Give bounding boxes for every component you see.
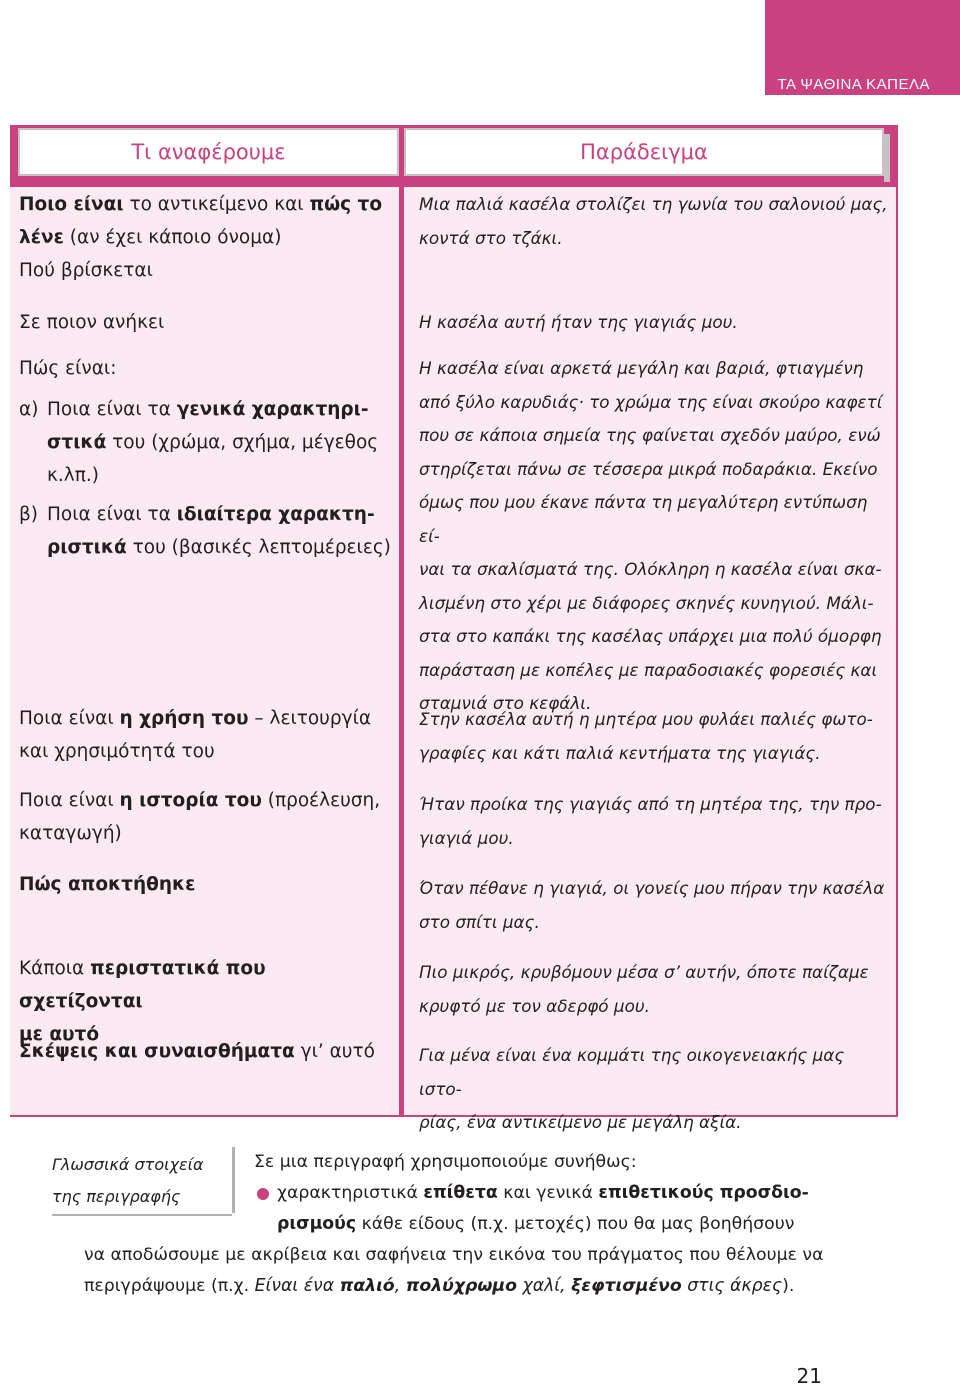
left-row-acquired: Πώς αποκτήθηκε [19, 874, 196, 895]
right-row-acquired: Όταν πέθανε η γιαγιά, οι γονείς μου πήραν την κασέλα στο σπίτι μας. [419, 878, 885, 932]
left-row-incidents: Κάποια περιστατικά που σχετίζονται με αυτό [19, 958, 266, 1045]
right-row-owner: Η κασέλα αυτή ήταν της γιαγιάς μου. [419, 312, 738, 332]
footer-line-1: χαρακτηριστικά επίθετα και γενικά επιθετικούς προσδιο- [277, 1183, 809, 1203]
caption-underline [52, 1214, 232, 1216]
right-column-header: Παράδειγμα [404, 128, 884, 176]
footer-intro: Σε μια περιγραφή χρησιμοποιούμε συνήθως: [254, 1152, 637, 1172]
left-row-appearance: Πώς είναι: α) Ποια είναι τα γενικά χαρακτηρι- στικά του (χρώμα, σχήμα, μέγεθος κ.λπ.) β) Ποια είναι τα ιδιαίτερα χαρακτη- ριστικά του (βασικές λεπτομέρειες) [19, 358, 391, 558]
left-row-feelings: Σκέψεις και συναισθήματα γι’ αυτό [19, 1041, 375, 1062]
page-number: 21 [796, 1364, 822, 1388]
header-shadow [884, 134, 890, 182]
left-row-history: Ποια είναι η ιστορία του (προέλευση, καταγωγή) [19, 790, 381, 844]
right-row-identity: Μια παλιά κασέλα στολίζει τη γωνία του σαλονιού μας, κοντά στο τζάκι. [419, 194, 888, 248]
section-tab [765, 0, 960, 95]
left-column-header: Τι αναφέρουμε [18, 128, 399, 176]
section-tab-label: ΤΑ ΨΑΘΙΝΑ ΚΑΠΕΛΑ [777, 76, 930, 93]
left-row-owner: Σε ποιον ανήκει [19, 312, 165, 333]
right-row-appearance: Η κασέλα είναι αρκετά μεγάλη και βαριά, φτιαγμένη από ξύλο καρυδιάς· το χρώμα της είναι σκούρο καφετί που σε κάποια σημεία της φαίνεται σχεδόν μαύρο, ενώ στηρίζεται πάνω σε τέσσερα μικρά ποδαράκια. Εκείνο όμως που μου έκανε πάντα τη μεγαλύτερη εντύπωση εί- ναι τα σκαλίσματά της. Ολόκληρη η κασέλα είναι σκα- λισμένη στο χέρι με διάφορες σκηνές κυνηγιού. Μάλι- στα στο καπάκι της κασέλας υπάρχει μια πολύ όμορφη παράσταση με κοπέλες με παραδοσιακές φορεσιές και σταμνιά στο κεφάλι. [419, 358, 883, 713]
right-row-use: Στην κασέλα αυτή η μητέρα μου φυλάει παλιές φωτο- γραφίες και κάτι παλιά κεντήματα της γιαγιάς. [419, 709, 873, 763]
right-row-incidents: Πιο μικρός, κρυβόμουν μέσα σ’ αυτήν, όποτε παίζαμε κρυφτό με τον αδερφό μου. [419, 962, 869, 1016]
left-row-use: Ποια είναι η χρήση του – λειτουργία και χρησιμότητά του [19, 708, 372, 762]
bullet-icon [257, 1188, 269, 1200]
right-row-history: Ήταν προίκα της γιαγιάς από τη μητέρα της, την προ- γιαγιά μου. [419, 794, 882, 848]
right-row-feelings: Για μένα είναι ένα κομμάτι της οικογενειακής μας ιστο- ρίας, ένα αντικείμενο με μεγάλη αξία. [419, 1045, 845, 1132]
left-row-identity: Ποιο είναι το αντικείμενο και πώς το λένε (αν έχει κάποιο όνομα) Πού βρίσκεται [19, 194, 383, 281]
footer-line-4: περιγράψουμε (π.χ. Είναι ένα παλιό, πολύχρωμο χαλί, ξεφτισμένο στις άκρες). [84, 1276, 795, 1296]
footer-line-3: να αποδώσουμε με ακρίβεια και σαφήνεια την εικόνα του πράγματος που θέλουμε να [84, 1245, 824, 1265]
language-elements-caption: Γλωσσικά στοιχεία της περιγραφής [52, 1155, 204, 1206]
footer-line-2: ρισμούς κάθε είδους (π.χ. μετοχές) που θα μας βοηθήσουν [277, 1214, 795, 1234]
caption-divider [232, 1147, 235, 1213]
